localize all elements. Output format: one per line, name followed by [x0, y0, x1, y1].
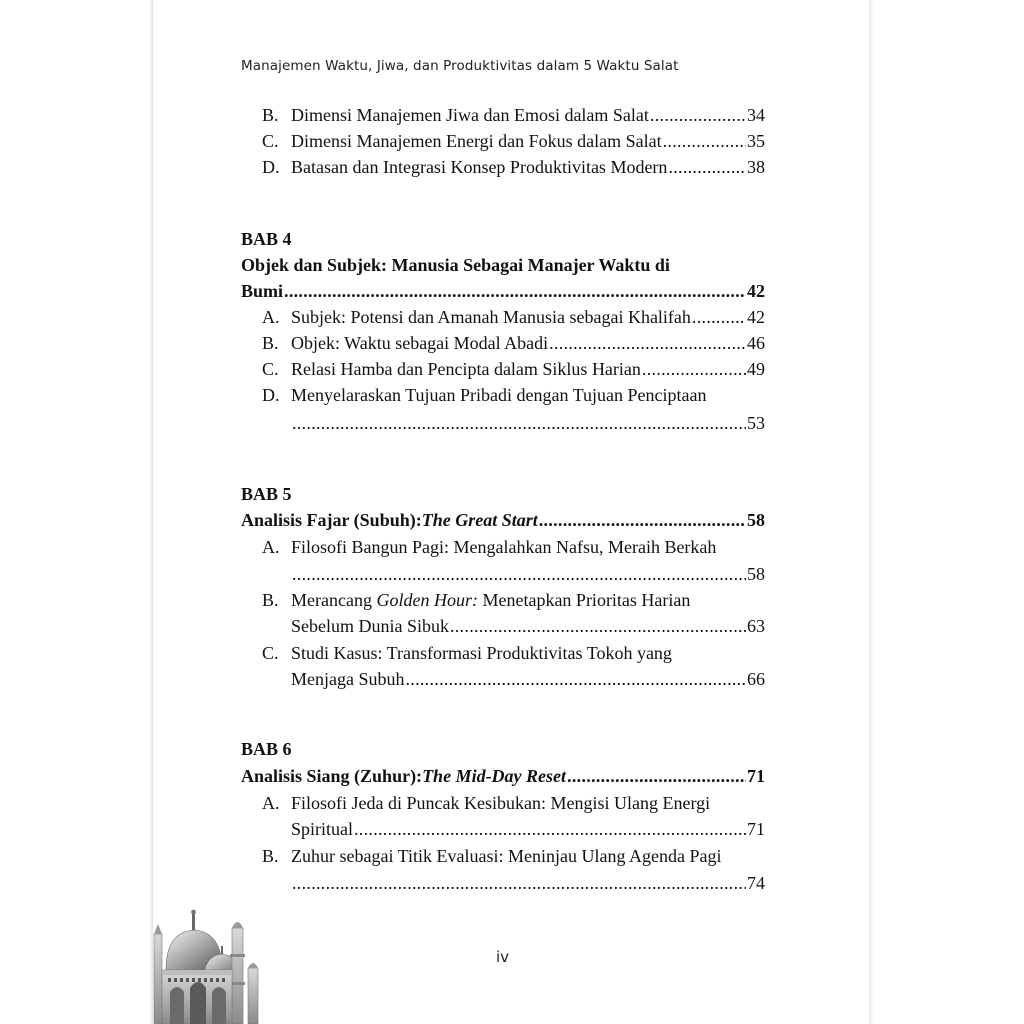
dot-leader [650, 102, 746, 128]
chapter-title[interactable] [241, 507, 765, 533]
dot-leader [354, 816, 746, 842]
toc-entry-letter: A. [262, 537, 280, 557]
mosque-illustration [152, 908, 264, 1024]
toc-entry-letter: B. [262, 333, 279, 353]
dot-leader [539, 507, 746, 533]
toc-entry-letter: A. [262, 307, 280, 327]
toc-entry-letter: B. [262, 846, 279, 866]
chapter-title-italic: The Mid-Day Reset [422, 766, 567, 786]
chapter-title-text: Analisis Fajar (Subuh): [241, 510, 422, 530]
chapter-label: BAB 4 [241, 229, 292, 249]
toc-entry-continuation[interactable] [291, 561, 765, 587]
chapter-page: 71 [747, 766, 765, 786]
toc-entry-letter: D. [262, 385, 280, 405]
chapter-title-italic: The Great Start [421, 510, 538, 530]
toc-entry-page: 71 [747, 819, 765, 839]
toc-entry-title: Objek: Waktu sebagai Modal Abadi [291, 333, 549, 353]
dot-leader [284, 278, 746, 304]
toc-entry-title: Menyelaraskan Tujuan Pribadi dengan Tujuan Penciptaan [291, 385, 707, 405]
chapter-label: BAB 6 [241, 739, 292, 759]
dot-leader [450, 613, 746, 639]
chapter-title-text: Objek dan Subjek: Manusia Sebagai Manajer Waktu di [241, 255, 670, 275]
dot-leader [692, 304, 746, 330]
toc-entry-page: 74 [747, 873, 765, 893]
toc-entry-page: 38 [747, 157, 765, 177]
toc-entry-letter: D. [262, 157, 280, 177]
toc-entry-letter: C. [262, 359, 279, 379]
toc-entry[interactable] [262, 102, 765, 128]
toc-entry-title: Menjaga Subuh [291, 669, 405, 689]
toc-entry-continuation[interactable] [291, 666, 765, 692]
chapter-title[interactable] [241, 763, 765, 789]
dot-leader [292, 410, 746, 436]
chapter-page: 58 [747, 510, 765, 530]
toc-entry[interactable] [262, 304, 765, 330]
dot-leader [668, 154, 746, 180]
toc-entry-letter: B. [262, 590, 279, 610]
toc-entry-letter: C. [262, 131, 279, 151]
toc-entry-title-italic: Golden Hour: [376, 590, 478, 610]
toc-entry-letter: A. [262, 793, 280, 813]
toc-entry-page: 34 [747, 105, 765, 125]
toc-entry-title: Subjek: Potensi dan Amanah Manusia sebagai Khalifah [291, 307, 691, 327]
toc-entry-page: 42 [747, 307, 765, 327]
chapter-label: BAB 5 [241, 484, 292, 504]
toc-entry-title: Spiritual [291, 819, 353, 839]
toc-entry-title: Dimensi Manajemen Energi dan Fokus dalam Salat [291, 131, 662, 151]
toc-entry-page: 49 [747, 359, 765, 379]
toc-entry-title: Zuhur sebagai Titik Evaluasi: Meninjau Ulang Agenda Pagi [291, 846, 722, 866]
dot-leader [663, 128, 746, 154]
toc-entry-continuation[interactable] [291, 613, 765, 639]
dot-leader [567, 763, 746, 789]
toc-entry[interactable] [262, 587, 765, 613]
toc-entry-title: Menetapkan Prioritas Harian [477, 590, 691, 610]
toc-entry-title: Filosofi Jeda di Puncak Kesibukan: Mengisi Ulang Energi [291, 793, 711, 813]
toc-entry[interactable] [262, 534, 765, 560]
chapter-title-continuation[interactable] [241, 278, 765, 304]
toc-entry[interactable] [262, 640, 765, 666]
toc-entry[interactable] [262, 843, 765, 869]
dot-leader [405, 666, 746, 692]
dot-leader [292, 561, 746, 587]
toc-entry[interactable] [262, 128, 765, 154]
toc-entry-page: 58 [747, 564, 765, 584]
page-number: iv [496, 948, 510, 966]
toc-entry-page: 46 [747, 333, 765, 353]
toc-entry-letter: C. [262, 643, 279, 663]
toc-entry-title: Relasi Hamba dan Pencipta dalam Siklus Harian [291, 359, 641, 379]
dot-leader [292, 870, 746, 896]
toc-entry[interactable] [262, 330, 765, 356]
chapter-title-text: Analisis Siang (Zuhur): [241, 766, 423, 786]
toc-entry-page: 66 [747, 669, 765, 689]
toc-entry-page: 35 [747, 131, 765, 151]
toc-entry-continuation[interactable] [291, 816, 765, 842]
toc-entry-continuation[interactable] [291, 410, 765, 436]
toc-entry[interactable] [262, 790, 765, 816]
toc-entry-title: Filosofi Bangun Pagi: Mengalahkan Nafsu, Meraih Berkah [291, 537, 717, 557]
toc-entry-title: Batasan dan Integrasi Konsep Produktivitas Modern [291, 157, 668, 177]
chapter-title-text: Bumi [241, 281, 284, 301]
chapter-title[interactable] [241, 252, 765, 278]
toc-entry-title: Dimensi Manajemen Jiwa dan Emosi dalam Salat [291, 105, 649, 125]
toc-entry[interactable] [262, 154, 765, 180]
toc-entry-title: Merancang [291, 590, 377, 610]
toc-entry-title: Studi Kasus: Transformasi Produktivitas Tokoh yang [291, 643, 672, 663]
toc-entry-page: 53 [747, 413, 765, 433]
toc-entry-letter: B. [262, 105, 279, 125]
toc-entry-continuation[interactable] [291, 870, 765, 896]
dot-leader [642, 356, 746, 382]
toc-entry[interactable] [262, 382, 765, 408]
chapter-page: 42 [747, 281, 765, 301]
toc-entry-page: 63 [747, 616, 765, 636]
dot-leader [549, 330, 746, 356]
running-header: Manajemen Waktu, Jiwa, dan Produktivitas dalam 5 Waktu Salat [241, 58, 679, 74]
toc-entry[interactable] [262, 356, 765, 382]
toc-entry-title: Sebelum Dunia Sibuk [291, 616, 449, 636]
